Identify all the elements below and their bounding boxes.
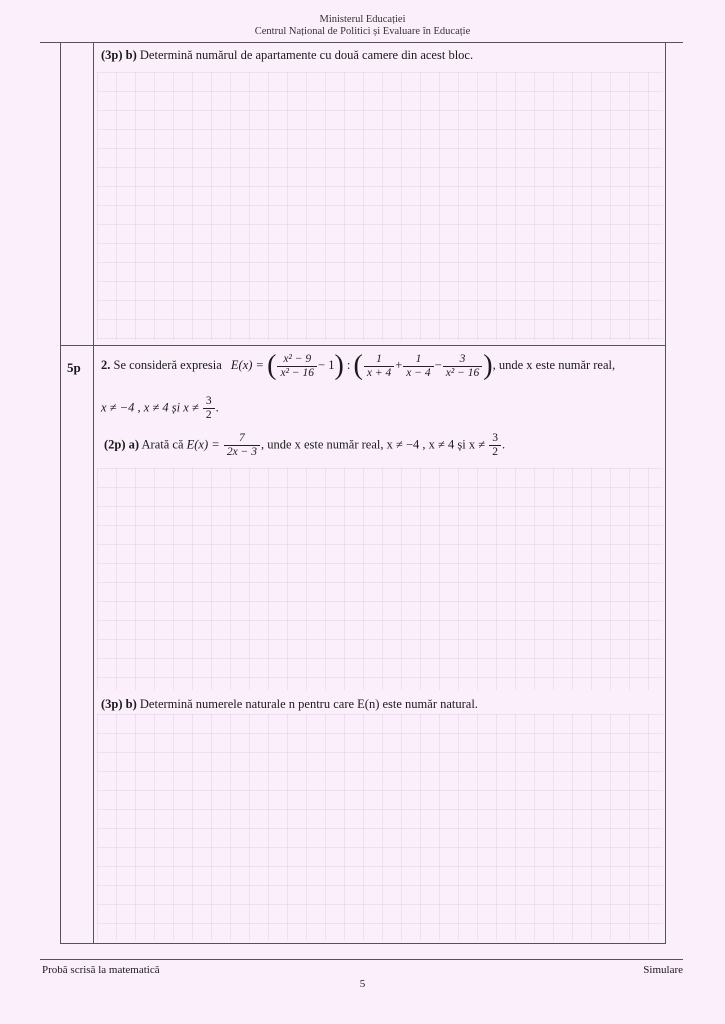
- part-a-text: Arată că: [141, 437, 184, 452]
- previous-part-b-label: (3p) b): [101, 48, 137, 62]
- part-a-tail: , unde x este număr real, x ≠ −4 , x ≠ 4 și x ≠: [260, 437, 486, 452]
- part-a-fraction: $\frac{7}{2x - 3}$: [224, 432, 260, 459]
- score-column-divider: [93, 43, 94, 943]
- problem-2-statement: 2. Se consideră expresia E(x) = ( $\frac{\text{x² − 9}}{\text{x² − 16}}$ − 1) : ( $\frac{1}{x + 4}$ + $\frac{1}{x - 4}$ − $\frac{3}{\text{x² − 16}}$ ), unde x este număr real,: [101, 350, 616, 381]
- footer-divider: [40, 959, 683, 960]
- page-number: 5: [359, 978, 366, 990]
- condition-fraction: $\frac{3}{2}$: [203, 395, 215, 422]
- fraction-3: $\frac{1}{x - 4}$: [403, 353, 433, 380]
- expr-lhs: E(x) =: [230, 357, 264, 372]
- previous-part-b: [101, 48, 473, 63]
- problem-divider: [60, 345, 665, 346]
- problem-2-conditions: x ≠ −4 , x ≠ 4 și x ≠ $\frac{3}{2}$ .: [101, 395, 219, 421]
- answer-grid-b-prev[interactable]: [97, 72, 663, 340]
- fraction-2: $\frac{1}{x + 4}$: [364, 353, 394, 380]
- problem-2-number: 2.: [101, 357, 111, 372]
- footer-exam-type: Simulare: [643, 964, 683, 976]
- part-b-text: Determină numerele naturale n pentru care E(n) este număr natural.: [139, 697, 478, 711]
- conditions-text: x ≠ −4 , x ≠ 4 și x ≠: [101, 400, 199, 415]
- problem-2-tail: , unde x este număr real,: [492, 357, 616, 372]
- footer-subject: Probă scrisă la matematică: [42, 964, 160, 976]
- problem-2-score: 5p: [67, 360, 81, 375]
- part-a-statement: (2p) a) Arată că E(x) = $\frac{7}{2x - 3}$ , unde x este număr real, x ≠ −4 , x ≠ 4 și x ≠ $\frac{3}{2}$ .: [104, 432, 506, 458]
- division-colon: :: [346, 357, 351, 372]
- fraction-1: $\frac{\text{x² − 9}}{\text{x² − 16}}$: [277, 353, 317, 380]
- problem-2-intro: Se consideră expresia: [113, 357, 222, 372]
- page-header: [0, 14, 725, 38]
- part-a-lhs: E(x) =: [186, 437, 220, 452]
- minus-one: − 1: [318, 357, 335, 372]
- fraction-4: $\frac{3}{\text{x² − 16}}$: [443, 353, 483, 380]
- header-center: Centrul Național de Politici și Evaluare în Educație: [254, 26, 471, 37]
- part-a-label: (2p) a): [104, 437, 140, 452]
- part-a-condition-fraction: $\frac{3}{2}$: [489, 432, 501, 459]
- part-b-label: (3p) b): [101, 697, 137, 711]
- answer-grid-a[interactable]: [97, 468, 663, 690]
- answer-grid-b[interactable]: [97, 714, 663, 940]
- header-ministry: Ministerul Educației: [319, 14, 406, 25]
- part-b-statement: [101, 697, 478, 712]
- previous-part-b-text: Determină numărul de apartamente cu două camere din acest bloc.: [139, 48, 474, 62]
